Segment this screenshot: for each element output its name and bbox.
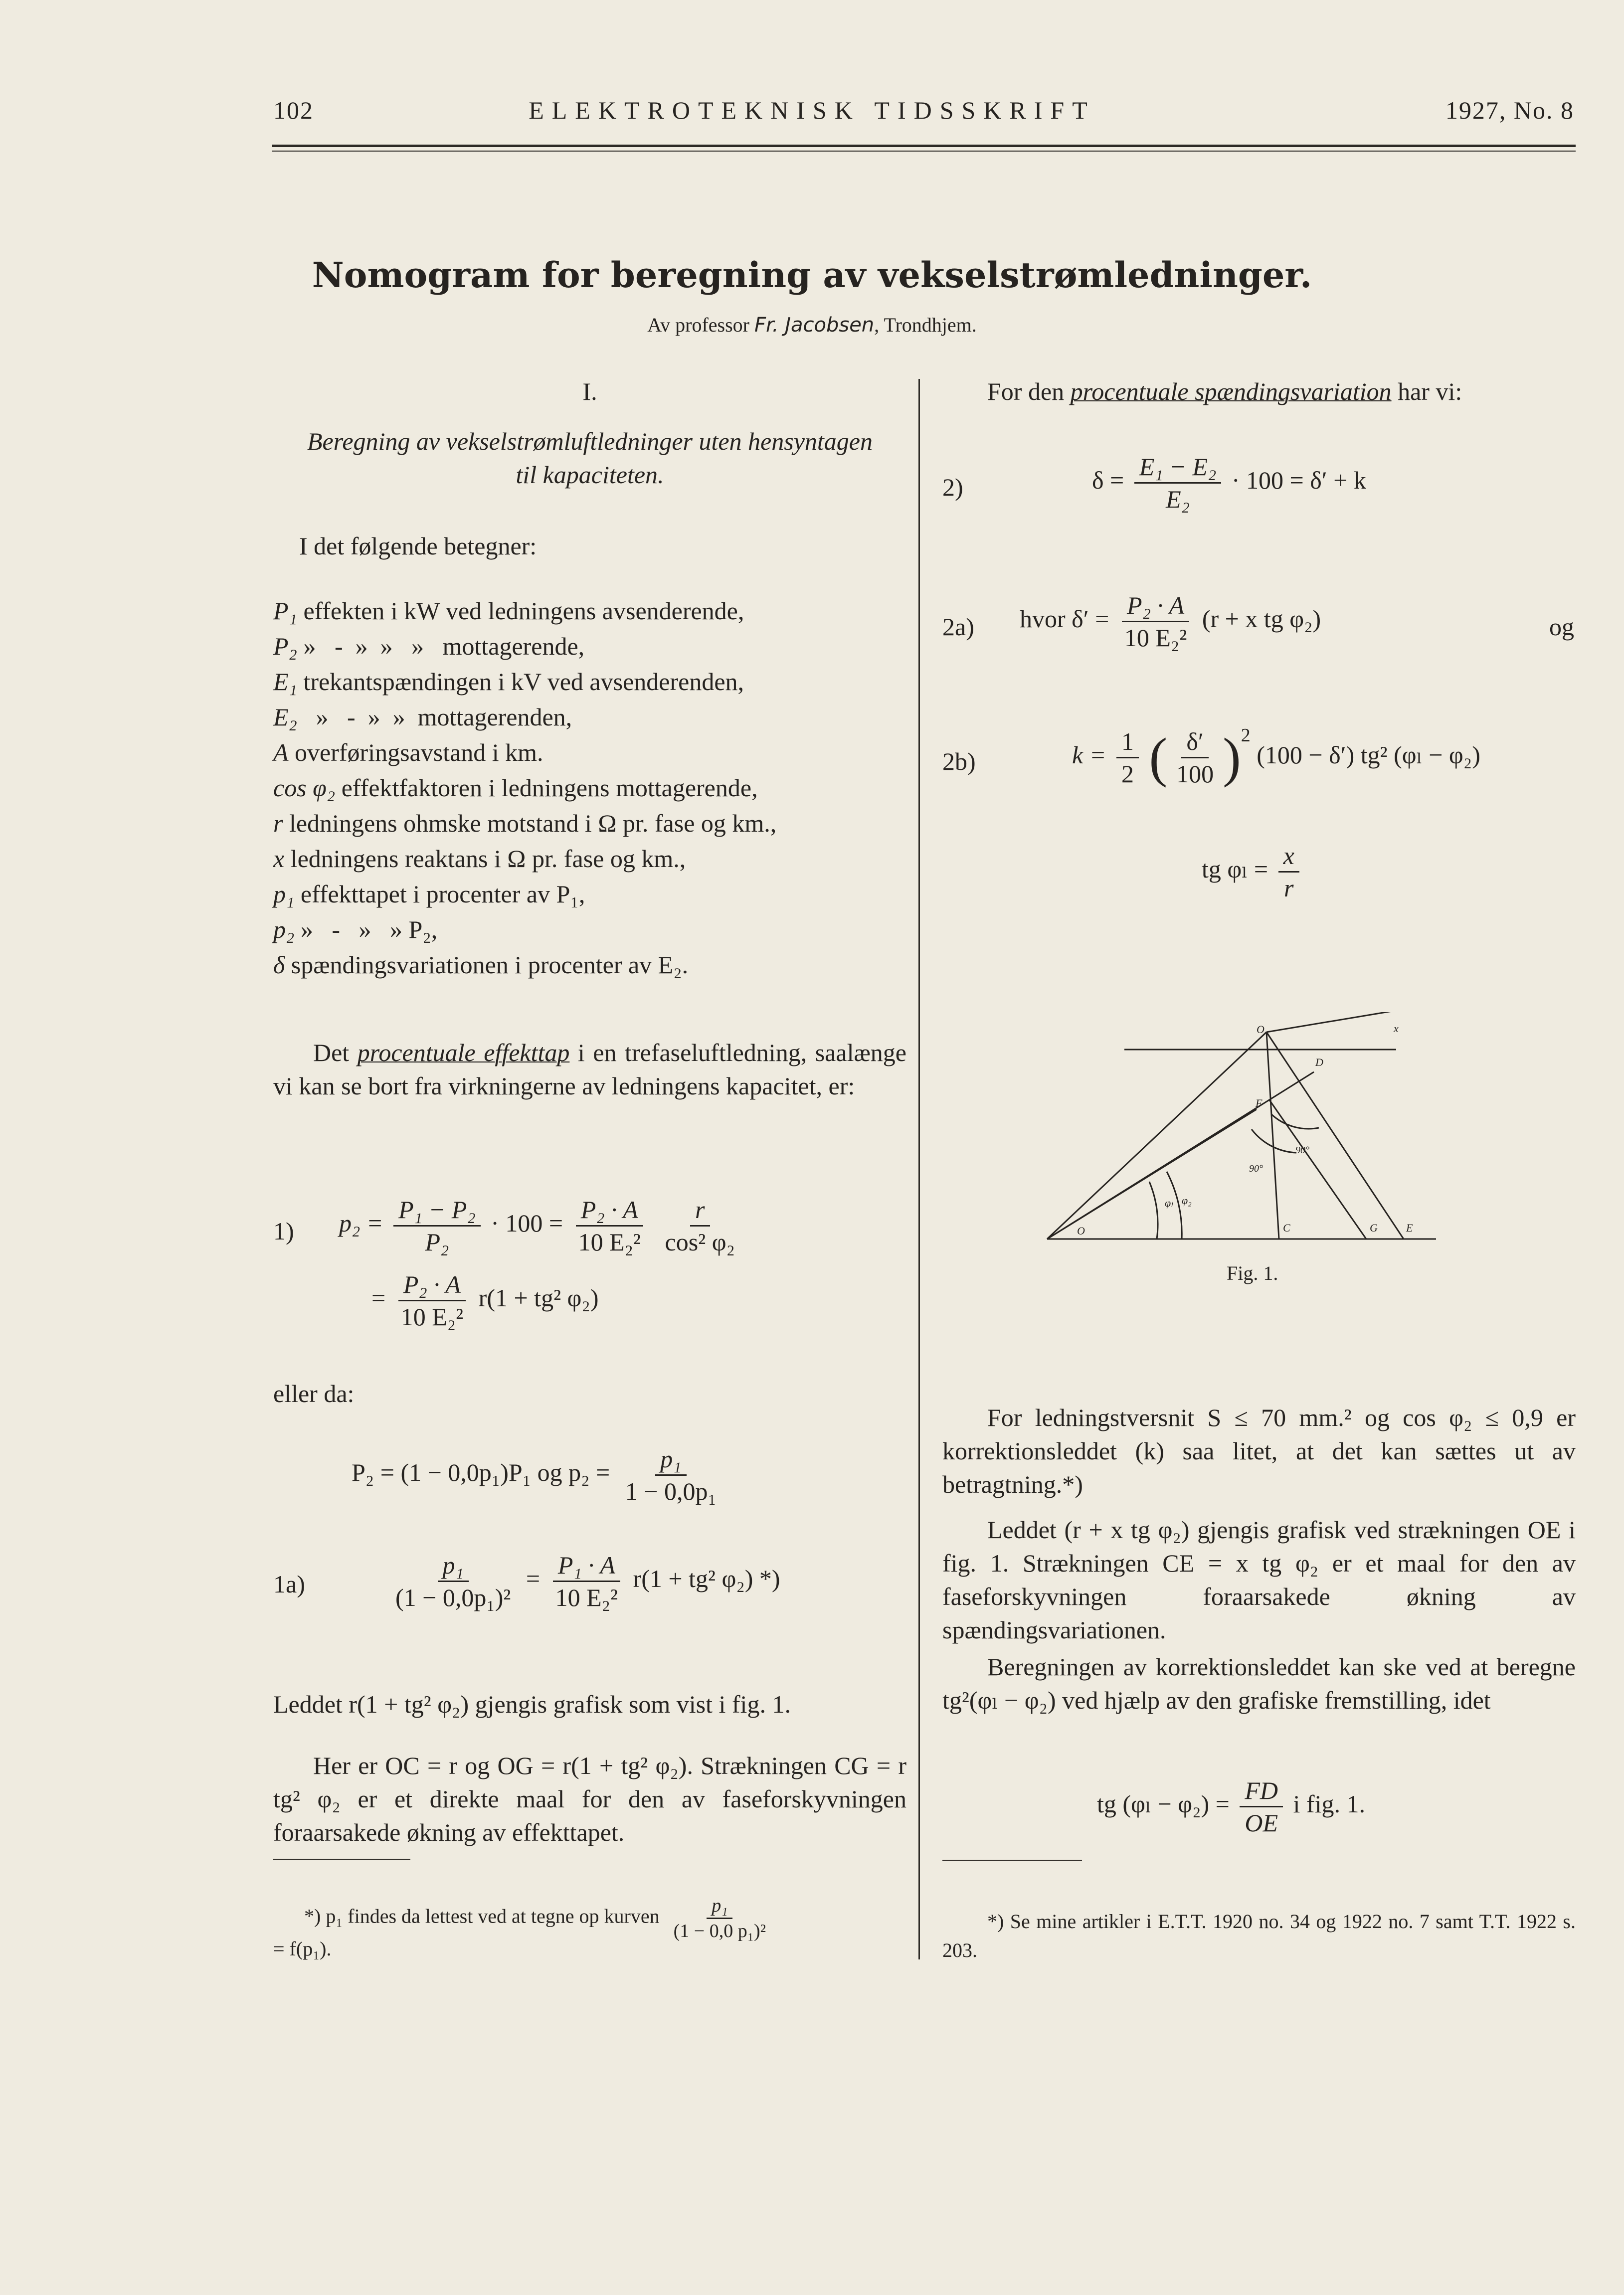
- eqp2-main: P₂ = (1 − 0,0p₁)P₁ og p₂ =: [352, 1458, 610, 1486]
- symbol-description: ledningens reaktans i Ω pr. fase og km.,: [284, 845, 686, 873]
- byline: [0, 313, 1624, 337]
- symbol-description: effekttapet i procenter av P₁,: [294, 880, 585, 908]
- paragraph-cross-section: For ledningstversnit S ≤ 70 mm.² og cos φ₂ ≤ 0,9 er korrektionsleddet (k) saa litet, at det kan sættes ut av betragtning.*): [942, 1404, 1576, 1498]
- eq2b-frac1: [1116, 726, 1139, 789]
- right-intro: [987, 375, 1576, 408]
- eqtg-lhs: tg φₗ =: [1202, 855, 1268, 883]
- eq2-den: E₂: [1166, 485, 1190, 513]
- eq1-lhs: p₂ =: [339, 1209, 383, 1237]
- eq2a-num: P₂ · A: [1122, 590, 1189, 622]
- eq1a-den2: 10 E₂²: [555, 1584, 618, 1611]
- right-intro-a: For den: [987, 377, 1071, 405]
- paragraph-voltage: Leddet (r + x tg φ₂) gjengis grafisk ved strækningen OE i fig. 1. Strækningen CE = x tg φ₂ er et maal for den av faseforskyvningen foraarsakede økning av spændingsvariationen.: [942, 1516, 1576, 1644]
- eqfinal-frac: [1240, 1775, 1283, 1838]
- article-title: Nomogram for beregning av vekselstrømledninger.: [312, 254, 1312, 296]
- fig-line-OD: [1047, 1109, 1257, 1239]
- paragraph-graphic: Leddet r(1 + tg² φ₂) gjengis grafisk som vist i fig. 1.: [273, 1690, 791, 1718]
- symbol-description: » - » » » mottagerende,: [297, 632, 585, 660]
- eqp2-frac: [620, 1443, 722, 1507]
- fig-label-O-top: O: [1257, 1023, 1264, 1036]
- footnote-left-frac: [669, 1894, 771, 1943]
- eq2a-den: 10 E₂²: [1124, 624, 1187, 652]
- symbol-item: [273, 947, 906, 983]
- fig-line-OE: [1266, 1032, 1404, 1239]
- symbol-name: E₁: [273, 668, 297, 696]
- paragraph-here: Her er OC = r og OG = r(1 + tg² φ₂). Strækningen CG = r tg² φ₂ er et direkte maal for den av faseforskyvningen foraarsakede økning av effekttapet.: [273, 1752, 906, 1846]
- right-intro-emphasis: procentuale spændingsvariation: [1070, 377, 1392, 405]
- eq1a-num2: P₁ · A: [553, 1550, 620, 1582]
- eq2a-label: 2a): [942, 613, 974, 641]
- eq1-num3: r: [690, 1194, 710, 1227]
- symbol-description: spændingsvariationen i procenter av E₂.: [285, 951, 689, 979]
- eq1a-equals: =: [526, 1564, 541, 1592]
- symbol-description: ledningens ohmske motstand i Ω pr. fase og km.,: [283, 809, 777, 837]
- eq2b-paren-close: ): [1223, 727, 1241, 788]
- eq2b-lhs: k =: [1072, 741, 1106, 769]
- eq2a-hvor: hvor δ′ =: [1020, 604, 1109, 633]
- eqp2-den: 1 − 0,0p₁: [625, 1477, 717, 1505]
- issue-number: 1927, No. 8: [1445, 96, 1574, 124]
- eq2b-num1: 1: [1116, 726, 1139, 758]
- journal-name: ELEKTROTEKNISK TIDSSKRIFT: [529, 96, 1095, 124]
- eq1a-rest: r(1 + tg² φ₂) *): [633, 1564, 780, 1592]
- para1-a: Det: [313, 1039, 358, 1066]
- eq1a-den1: (1 − 0,0p₁)²: [395, 1584, 511, 1611]
- eq2b-square: 2: [1241, 725, 1251, 746]
- eqtg-num: x: [1278, 840, 1299, 873]
- symbol-item: [273, 877, 906, 912]
- fig-line-OC: [1266, 1032, 1279, 1239]
- footnote-rule-right: [942, 1860, 1082, 1861]
- fig-label-90-lower: 90°: [1249, 1163, 1263, 1174]
- fig-label-90-upper: 90°: [1295, 1145, 1309, 1156]
- subtitle-line-2: til kapaciteten.: [516, 461, 664, 489]
- symbol-name: E₂: [273, 703, 297, 731]
- fig-label-D: D: [1315, 1056, 1323, 1068]
- equation-tg: [1202, 840, 1303, 903]
- eqtg-frac: [1278, 840, 1299, 903]
- byline-prefix: Av professor: [647, 314, 754, 336]
- equation-1: [339, 1194, 744, 1257]
- eq2-label: 2): [942, 473, 963, 501]
- eq1-num1: P₁ − P₂: [393, 1194, 481, 1227]
- symbol-name: x: [273, 845, 285, 873]
- footnote-rule-left: [273, 1859, 410, 1860]
- symbol-description: effektfaktoren i ledningens mottagerende,: [335, 774, 758, 802]
- eq1b-den: 10 E₂²: [400, 1303, 464, 1331]
- equation-final: [1097, 1775, 1365, 1838]
- paragraph-correction: Beregningen av korrektionsleddet kan ske ved at beregne tg²(φₗ − φ₂) ved hjælp av den grafiske fremstilling, idet: [942, 1653, 1576, 1714]
- eq1-den2: 10 E₂²: [578, 1228, 641, 1256]
- section-subtitle: [273, 425, 906, 492]
- subtitle-line-1: Beregning av vekselstrømluftledninger uten hensyntagen: [307, 427, 873, 455]
- header-rule-thin: [272, 151, 1576, 152]
- intro-text: I det følgende betegner:: [299, 532, 537, 560]
- symbol-item: [273, 664, 906, 700]
- symbol-description: » - » » mottagerenden,: [297, 703, 572, 731]
- eq2b-paren-open: (: [1149, 727, 1168, 788]
- eqfinal-den: OE: [1245, 1809, 1278, 1837]
- symbol-item: [273, 770, 906, 806]
- eq2b-den1: 2: [1121, 760, 1134, 788]
- fig-arc-90-upper: [1271, 1114, 1319, 1129]
- eqtg-den: r: [1283, 874, 1294, 902]
- eq1b-lhs: =: [371, 1283, 386, 1312]
- eq1-frac1: [393, 1194, 481, 1257]
- fig-line-FG: [1269, 1099, 1366, 1239]
- eq2b-den2: 100: [1176, 760, 1214, 788]
- fig-label-x: x: [1394, 1022, 1399, 1035]
- equation-1a: [386, 1550, 780, 1613]
- right-intro-c: har vi:: [1391, 377, 1462, 405]
- eq2b-frac2: [1171, 726, 1219, 789]
- eq1b-frac: [396, 1269, 468, 1332]
- eq1a-label: 1a): [273, 1570, 305, 1598]
- equation-2: [1092, 451, 1366, 515]
- symbol-name: P₁: [273, 597, 297, 625]
- footnote-left-end: = f(p₁).: [273, 1938, 332, 1960]
- symbol-description: effekten i kW ved ledningens avsenderende,: [297, 597, 744, 625]
- figure-caption: Fig. 1.: [1227, 1262, 1278, 1284]
- footnote-left-text: *) p₁ findes da lettest ved at tegne op kurven: [304, 1905, 660, 1928]
- footnote-left-den: (1 − 0,0 p₁)²: [673, 1921, 766, 1942]
- equation-p2: [352, 1443, 725, 1507]
- eq1a-frac1: [390, 1550, 516, 1613]
- eller-text: eller da:: [273, 1380, 355, 1408]
- fig-label-phi-l: φₗ: [1165, 1197, 1173, 1209]
- eq1a-num1: p₁: [438, 1550, 469, 1582]
- page-number: 102: [273, 96, 314, 124]
- eq1-den1: P₂: [425, 1228, 449, 1256]
- symbol-name: cos φ₂: [273, 774, 336, 802]
- fig-arc-phi2: [1149, 1182, 1158, 1239]
- symbol-item: [273, 806, 906, 841]
- fig-label-C: C: [1283, 1222, 1290, 1234]
- eq1-mid: · 100 =: [491, 1209, 563, 1237]
- eq1-num2: P₂ · A: [576, 1194, 643, 1227]
- equation-2b: [1072, 724, 1480, 789]
- fig-line-x: [1266, 1012, 1476, 1032]
- figure-1: [1037, 1012, 1476, 1296]
- byline-suffix: , Trondhjem.: [874, 314, 977, 336]
- para1-c: i en trefaseluftledning, saalænge vi kan se bort fra virkningerne av ledningens kapacitet, er:: [273, 1039, 906, 1100]
- symbol-item: [273, 841, 906, 877]
- section-number: I.: [582, 377, 597, 405]
- fig-label-phi-2: φ₂: [1182, 1194, 1192, 1207]
- header-rule-thick: [272, 145, 1576, 147]
- symbol-description: overføringsavstand i km.: [288, 738, 543, 766]
- symbol-name: δ: [273, 951, 285, 979]
- eq1-frac3: [660, 1194, 740, 1257]
- symbol-item: [273, 912, 906, 947]
- para1-emphasis: procentuale effekttap: [357, 1039, 570, 1066]
- eq2-num: E₁ − E₂: [1134, 451, 1222, 484]
- symbol-name: p₂: [273, 915, 295, 943]
- eq1-den3: cos² φ₂: [665, 1228, 735, 1256]
- eq2a-og: og: [1549, 613, 1574, 641]
- column-divider: [918, 379, 920, 1959]
- eq1-frac2: [573, 1194, 646, 1257]
- eq2a-frac: [1119, 590, 1192, 653]
- equation-2a: [1020, 590, 1321, 653]
- footnote-right: *) Se mine artikler i E.T.T. 1920 no. 34 og 1922 no. 7 samt T.T. 1922 s. 203.: [942, 1910, 1576, 1961]
- fig-label-E: E: [1406, 1222, 1413, 1234]
- eq1-label: 1): [273, 1217, 294, 1245]
- eq2b-num2: δ′: [1181, 726, 1209, 758]
- symbol-item: [273, 735, 906, 770]
- symbol-item: [273, 700, 906, 735]
- eqfinal-num: FD: [1240, 1775, 1283, 1807]
- symbol-name: A: [273, 738, 289, 766]
- symbol-item: [273, 593, 906, 629]
- fig-label-F: F: [1256, 1097, 1263, 1109]
- footnote-left: [304, 1894, 912, 1943]
- eq1b-num: P₂ · A: [398, 1269, 466, 1301]
- eqfinal-lhs: tg (φₗ − φ₂) =: [1097, 1789, 1230, 1818]
- eqfinal-rest: i fig. 1.: [1293, 1789, 1365, 1818]
- eq2-frac: [1134, 451, 1222, 515]
- symbol-item: [273, 629, 906, 664]
- fig-label-O-bottom: O: [1077, 1225, 1085, 1237]
- fig-label-G: G: [1370, 1222, 1378, 1234]
- symbol-list: [273, 593, 906, 983]
- equation-1b: [371, 1269, 599, 1332]
- eq2-rest: · 100 = δ′ + k: [1231, 466, 1366, 494]
- footnote-left-num: p₁: [707, 1894, 732, 1919]
- eq2b-label: 2b): [942, 747, 976, 775]
- symbol-name: r: [273, 809, 283, 837]
- eqp2-num: p₁: [655, 1443, 686, 1476]
- symbol-name: P₂: [273, 632, 297, 660]
- eq1a-frac2: [550, 1550, 623, 1613]
- eq1b-rest: r(1 + tg² φ₂): [478, 1283, 599, 1312]
- symbol-description: » - » » P₂,: [294, 915, 438, 943]
- author-name: Fr. Jacobsen: [754, 314, 875, 337]
- eq2a-rest: (r + x tg φ₂): [1202, 604, 1321, 633]
- symbol-description: trekantspændingen i kV ved avsenderenden,: [297, 668, 744, 696]
- eq2b-rest: (100 − δ′) tg² (φₗ − φ₂): [1257, 741, 1480, 769]
- symbol-name: p₁: [273, 880, 295, 908]
- paragraph-effect-loss: [273, 1036, 906, 1103]
- eq2-lhs: δ =: [1092, 466, 1124, 494]
